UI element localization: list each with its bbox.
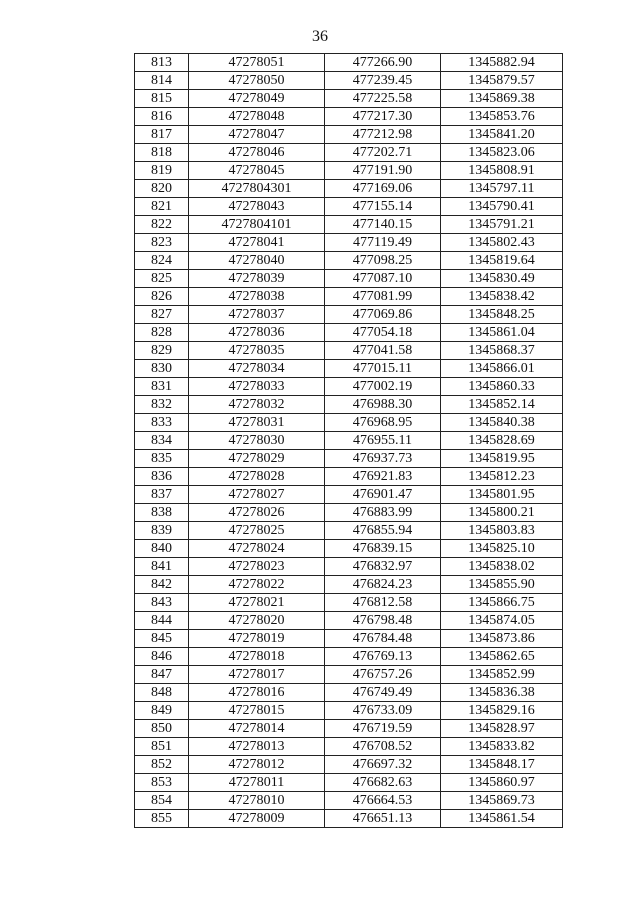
y-coordinate-cell: 1345828.97	[441, 720, 563, 738]
point-number-cell: 828	[135, 324, 189, 342]
table-row	[135, 288, 563, 306]
point-number-cell: 849	[135, 702, 189, 720]
x-coordinate-cell: 476921.83	[325, 468, 441, 486]
y-coordinate-cell: 1345836.38	[441, 684, 563, 702]
point-id-cell: 47278027	[189, 486, 325, 504]
table-row	[135, 432, 563, 450]
table-row	[135, 468, 563, 486]
y-coordinate-cell: 1345861.04	[441, 324, 563, 342]
point-number-cell: 854	[135, 792, 189, 810]
point-id-cell: 47278045	[189, 162, 325, 180]
point-number-cell: 831	[135, 378, 189, 396]
y-coordinate-cell: 1345879.57	[441, 72, 563, 90]
x-coordinate-cell: 476988.30	[325, 396, 441, 414]
point-id-cell: 47278016	[189, 684, 325, 702]
y-coordinate-cell: 1345829.16	[441, 702, 563, 720]
x-coordinate-cell: 476883.99	[325, 504, 441, 522]
x-coordinate-cell: 477098.25	[325, 252, 441, 270]
point-id-cell: 47278011	[189, 774, 325, 792]
y-coordinate-cell: 1345866.75	[441, 594, 563, 612]
table-row	[135, 630, 563, 648]
point-number-cell: 836	[135, 468, 189, 486]
y-coordinate-cell: 1345860.97	[441, 774, 563, 792]
point-id-cell: 47278031	[189, 414, 325, 432]
point-number-cell: 817	[135, 126, 189, 144]
y-coordinate-cell: 1345874.05	[441, 612, 563, 630]
point-number-cell: 827	[135, 306, 189, 324]
y-coordinate-cell: 1345868.37	[441, 342, 563, 360]
point-number-cell: 838	[135, 504, 189, 522]
x-coordinate-cell: 477191.90	[325, 162, 441, 180]
point-number-cell: 823	[135, 234, 189, 252]
x-coordinate-cell: 477087.10	[325, 270, 441, 288]
x-coordinate-cell: 477239.45	[325, 72, 441, 90]
point-id-cell: 47278039	[189, 270, 325, 288]
point-id-cell: 47278030	[189, 432, 325, 450]
table-row	[135, 522, 563, 540]
y-coordinate-cell: 1345853.76	[441, 108, 563, 126]
x-coordinate-cell: 477119.49	[325, 234, 441, 252]
y-coordinate-cell: 1345791.21	[441, 216, 563, 234]
x-coordinate-cell: 477081.99	[325, 288, 441, 306]
y-coordinate-cell: 1345790.41	[441, 198, 563, 216]
y-coordinate-cell: 1345838.02	[441, 558, 563, 576]
y-coordinate-cell: 1345840.38	[441, 414, 563, 432]
point-number-cell: 847	[135, 666, 189, 684]
point-number-cell: 834	[135, 432, 189, 450]
y-coordinate-cell: 1345869.38	[441, 90, 563, 108]
point-id-cell: 47278047	[189, 126, 325, 144]
x-coordinate-cell: 477217.30	[325, 108, 441, 126]
point-id-cell: 47278020	[189, 612, 325, 630]
point-number-cell: 846	[135, 648, 189, 666]
x-coordinate-cell: 477069.86	[325, 306, 441, 324]
point-id-cell: 47278019	[189, 630, 325, 648]
table-row	[135, 198, 563, 216]
x-coordinate-cell: 476955.11	[325, 432, 441, 450]
x-coordinate-cell: 476719.59	[325, 720, 441, 738]
table-row	[135, 72, 563, 90]
point-number-cell: 826	[135, 288, 189, 306]
x-coordinate-cell: 477225.58	[325, 90, 441, 108]
point-id-cell: 47278022	[189, 576, 325, 594]
table-row	[135, 756, 563, 774]
point-id-cell: 47278025	[189, 522, 325, 540]
point-id-cell: 47278014	[189, 720, 325, 738]
table-row	[135, 504, 563, 522]
y-coordinate-cell: 1345808.91	[441, 162, 563, 180]
point-number-cell: 850	[135, 720, 189, 738]
point-number-cell: 819	[135, 162, 189, 180]
point-number-cell: 848	[135, 684, 189, 702]
point-number-cell: 816	[135, 108, 189, 126]
table-row	[135, 576, 563, 594]
point-number-cell: 841	[135, 558, 189, 576]
table-row	[135, 270, 563, 288]
table-row	[135, 378, 563, 396]
y-coordinate-cell: 1345819.95	[441, 450, 563, 468]
y-coordinate-cell: 1345855.90	[441, 576, 563, 594]
point-id-cell: 47278049	[189, 90, 325, 108]
point-number-cell: 837	[135, 486, 189, 504]
point-number-cell: 835	[135, 450, 189, 468]
point-number-cell: 840	[135, 540, 189, 558]
x-coordinate-cell: 477041.58	[325, 342, 441, 360]
table-row	[135, 450, 563, 468]
table-row	[135, 396, 563, 414]
x-coordinate-cell: 476937.73	[325, 450, 441, 468]
x-coordinate-cell: 476824.23	[325, 576, 441, 594]
point-id-cell: 47278048	[189, 108, 325, 126]
table-row	[135, 342, 563, 360]
point-id-cell: 4727804301	[189, 180, 325, 198]
y-coordinate-cell: 1345848.17	[441, 756, 563, 774]
point-id-cell: 47278043	[189, 198, 325, 216]
table-row	[135, 162, 563, 180]
table-row	[135, 90, 563, 108]
point-id-cell: 47278034	[189, 360, 325, 378]
point-id-cell: 47278012	[189, 756, 325, 774]
x-coordinate-cell: 476839.15	[325, 540, 441, 558]
coordinates-table	[134, 53, 563, 828]
x-coordinate-cell: 476749.49	[325, 684, 441, 702]
point-number-cell: 851	[135, 738, 189, 756]
point-number-cell: 822	[135, 216, 189, 234]
table-row	[135, 810, 563, 828]
x-coordinate-cell: 476855.94	[325, 522, 441, 540]
point-number-cell: 813	[135, 54, 189, 72]
x-coordinate-cell: 477015.11	[325, 360, 441, 378]
table-row	[135, 216, 563, 234]
table-row	[135, 414, 563, 432]
table-row	[135, 54, 563, 72]
x-coordinate-cell: 477202.71	[325, 144, 441, 162]
table-row	[135, 648, 563, 666]
table-row	[135, 558, 563, 576]
table-row	[135, 360, 563, 378]
x-coordinate-cell: 476697.32	[325, 756, 441, 774]
table-row	[135, 126, 563, 144]
y-coordinate-cell: 1345852.14	[441, 396, 563, 414]
y-coordinate-cell: 1345797.11	[441, 180, 563, 198]
x-coordinate-cell: 477002.19	[325, 378, 441, 396]
point-number-cell: 839	[135, 522, 189, 540]
x-coordinate-cell: 476968.95	[325, 414, 441, 432]
y-coordinate-cell: 1345841.20	[441, 126, 563, 144]
point-id-cell: 47278018	[189, 648, 325, 666]
x-coordinate-cell: 476733.09	[325, 702, 441, 720]
x-coordinate-cell: 477140.15	[325, 216, 441, 234]
y-coordinate-cell: 1345825.10	[441, 540, 563, 558]
point-id-cell: 4727804101	[189, 216, 325, 234]
point-number-cell: 832	[135, 396, 189, 414]
table-row	[135, 306, 563, 324]
y-coordinate-cell: 1345862.65	[441, 648, 563, 666]
table-row	[135, 684, 563, 702]
point-id-cell: 47278028	[189, 468, 325, 486]
point-number-cell: 818	[135, 144, 189, 162]
point-number-cell: 830	[135, 360, 189, 378]
point-id-cell: 47278033	[189, 378, 325, 396]
y-coordinate-cell: 1345833.82	[441, 738, 563, 756]
point-id-cell: 47278041	[189, 234, 325, 252]
table-row	[135, 738, 563, 756]
point-id-cell: 47278051	[189, 54, 325, 72]
y-coordinate-cell: 1345823.06	[441, 144, 563, 162]
x-coordinate-cell: 477212.98	[325, 126, 441, 144]
point-number-cell: 843	[135, 594, 189, 612]
point-id-cell: 47278029	[189, 450, 325, 468]
point-id-cell: 47278015	[189, 702, 325, 720]
y-coordinate-cell: 1345869.73	[441, 792, 563, 810]
x-coordinate-cell: 476798.48	[325, 612, 441, 630]
x-coordinate-cell: 476664.53	[325, 792, 441, 810]
point-id-cell: 47278010	[189, 792, 325, 810]
point-number-cell: 829	[135, 342, 189, 360]
y-coordinate-cell: 1345873.86	[441, 630, 563, 648]
table-row	[135, 486, 563, 504]
point-number-cell: 842	[135, 576, 189, 594]
point-id-cell: 47278013	[189, 738, 325, 756]
y-coordinate-cell: 1345852.99	[441, 666, 563, 684]
table-row	[135, 594, 563, 612]
x-coordinate-cell: 476784.48	[325, 630, 441, 648]
point-number-cell: 821	[135, 198, 189, 216]
coordinates-table-body	[135, 54, 563, 828]
x-coordinate-cell: 477266.90	[325, 54, 441, 72]
point-id-cell: 47278024	[189, 540, 325, 558]
y-coordinate-cell: 1345830.49	[441, 270, 563, 288]
point-id-cell: 47278040	[189, 252, 325, 270]
y-coordinate-cell: 1345802.43	[441, 234, 563, 252]
table-row	[135, 252, 563, 270]
table-row	[135, 666, 563, 684]
table-row	[135, 180, 563, 198]
point-id-cell: 47278036	[189, 324, 325, 342]
point-number-cell: 833	[135, 414, 189, 432]
point-id-cell: 47278035	[189, 342, 325, 360]
y-coordinate-cell: 1345866.01	[441, 360, 563, 378]
y-coordinate-cell: 1345861.54	[441, 810, 563, 828]
page-number: 36	[312, 28, 328, 45]
point-id-cell: 47278032	[189, 396, 325, 414]
x-coordinate-cell: 476708.52	[325, 738, 441, 756]
x-coordinate-cell: 477155.14	[325, 198, 441, 216]
point-id-cell: 47278017	[189, 666, 325, 684]
table-row	[135, 792, 563, 810]
y-coordinate-cell: 1345828.69	[441, 432, 563, 450]
point-id-cell: 47278038	[189, 288, 325, 306]
y-coordinate-cell: 1345848.25	[441, 306, 563, 324]
x-coordinate-cell: 476757.26	[325, 666, 441, 684]
x-coordinate-cell: 476682.63	[325, 774, 441, 792]
table-row	[135, 612, 563, 630]
table-row	[135, 720, 563, 738]
x-coordinate-cell: 476832.97	[325, 558, 441, 576]
table-row	[135, 108, 563, 126]
point-id-cell: 47278021	[189, 594, 325, 612]
x-coordinate-cell: 476901.47	[325, 486, 441, 504]
x-coordinate-cell: 476812.58	[325, 594, 441, 612]
table-row	[135, 702, 563, 720]
y-coordinate-cell: 1345882.94	[441, 54, 563, 72]
point-id-cell: 47278026	[189, 504, 325, 522]
y-coordinate-cell: 1345800.21	[441, 504, 563, 522]
point-id-cell: 47278023	[189, 558, 325, 576]
x-coordinate-cell: 477054.18	[325, 324, 441, 342]
point-number-cell: 845	[135, 630, 189, 648]
point-number-cell: 825	[135, 270, 189, 288]
table-row	[135, 144, 563, 162]
y-coordinate-cell: 1345860.33	[441, 378, 563, 396]
point-id-cell: 47278050	[189, 72, 325, 90]
x-coordinate-cell: 476769.13	[325, 648, 441, 666]
point-number-cell: 855	[135, 810, 189, 828]
point-number-cell: 814	[135, 72, 189, 90]
point-number-cell: 815	[135, 90, 189, 108]
point-number-cell: 853	[135, 774, 189, 792]
table-row	[135, 234, 563, 252]
point-number-cell: 820	[135, 180, 189, 198]
point-id-cell: 47278009	[189, 810, 325, 828]
point-number-cell: 844	[135, 612, 189, 630]
y-coordinate-cell: 1345812.23	[441, 468, 563, 486]
table-row	[135, 540, 563, 558]
x-coordinate-cell: 477169.06	[325, 180, 441, 198]
point-number-cell: 824	[135, 252, 189, 270]
table-row	[135, 774, 563, 792]
y-coordinate-cell: 1345803.83	[441, 522, 563, 540]
x-coordinate-cell: 476651.13	[325, 810, 441, 828]
point-id-cell: 47278037	[189, 306, 325, 324]
point-id-cell: 47278046	[189, 144, 325, 162]
table-row	[135, 324, 563, 342]
y-coordinate-cell: 1345801.95	[441, 486, 563, 504]
point-number-cell: 852	[135, 756, 189, 774]
y-coordinate-cell: 1345819.64	[441, 252, 563, 270]
y-coordinate-cell: 1345838.42	[441, 288, 563, 306]
